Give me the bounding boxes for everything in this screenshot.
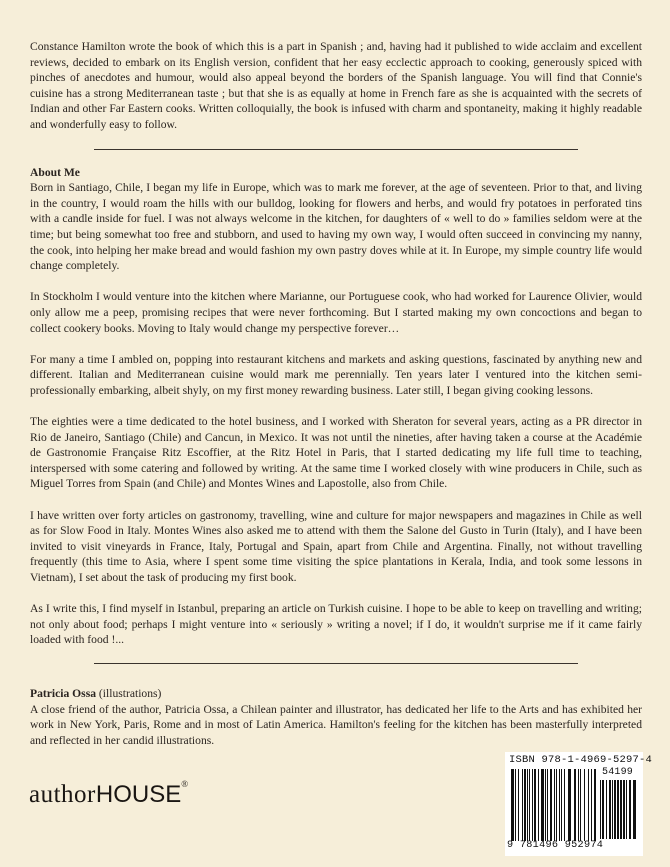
barcode-bar [559,769,560,841]
barcode-bar [532,769,533,841]
about-paragraph: In Stockholm I would venture into the kitchen where Marianne, our Portuguese cook, who had worked for Laurence Olivier, would only allow me a peep, promising recipes that were never forthcoming. But I started making my own concoctions and began to collect cookery books. Moving to Italy would change my perspective forever… [30,290,642,335]
logo-house: HOUSE [95,781,182,808]
barcode-bar [614,780,616,839]
barcode-bar [511,769,514,841]
barcode-bar [594,769,596,841]
barcode-bar [518,769,519,841]
barcode-bar [541,769,544,841]
addon-digits: 54199 [602,767,634,778]
barcode-bar [522,769,523,841]
barcode-bar [591,769,592,841]
barcode-bar [538,769,539,841]
barcode-bar [600,780,601,839]
barcode-bar [550,769,552,841]
barcode-digits: 9 781496 952974 [507,840,604,851]
isbn-text: ISBN 978-1-4969-5297-4 [509,754,653,766]
illustrator-heading [30,686,642,702]
barcode-bar [588,769,589,841]
about-heading: About Me [30,165,80,179]
barcode-bar [547,769,548,841]
barcode-bar [568,769,571,841]
barcode-bar [584,769,585,841]
publisher-logo [29,779,189,808]
isbn-barcode [505,752,653,856]
divider-top [94,149,578,150]
barcode-bar [545,769,546,841]
barcode-bar [561,769,562,841]
addon-bars [600,780,638,839]
barcode-bar [527,769,528,841]
divider-bottom [94,663,578,664]
barcode-bar [609,780,611,839]
barcode-bar [626,780,627,839]
barcode-bar [580,769,581,841]
illustrator-bio: A close friend of the author, Patricia Ossa, a Chilean painter and illustrator, has dedicated her life to the Arts and has exhibited her work in New York, Paris, Rome and in most of Latin America. Hamilton's feeling for the kitchen has been masterfully interpreted and reflected in her candid illustrations. [30,702,642,747]
barcode-bar [515,769,516,841]
about-paragraph: As I write this, I find myself in Istanbul, preparing an article on Turkish cuisine. I hope to be able to keep on travelling and writing; not only about food; perhaps I might venture into « seriously » writing a novel; if I do, it wouldn't surprise me if it came fairly loaded with food !... [30,602,642,647]
barcode-bar [534,769,536,841]
back-cover-text [30,39,642,748]
barcode-bar [623,780,625,839]
about-paragraph: The eighties were a time dedicated to the hotel business, and I worked with Sheraton for several years, acting as a PR director in Rio de Janeiro, Santiago (Chile) and Cancun, in Mexico. It was not until the nineties, after having taken a course at the Académie de Gastronomie Française Ritz Escoffier, at the Ritz Hotel in Paris, that I started dedicating my life full time to teaching, interspersed with some catering and followed by writing. At the same time I worked closely with wine producers in Chile, such as Miguel Torres from Spain (and Chile) and Montes Wines and Lapostolle, also from Chile. [30,415,642,491]
illustrator-name: Patricia Ossa [30,686,97,700]
barcode-bar [564,769,565,841]
ean-bars [511,769,597,841]
about-paragraph: I have written over forty articles on gastronomy, travelling, wine and culture for major newspapers and magazines in Chile as well as for Slow Food in Italy. Montes Wines also asked me to attend with them the Salone del Gusto in Turin (Italy), and I have been invited to visit vineyards in France, Italy, Portugal and Spain, apart from Chile and Argentina. Finally, not without travelling frequently (this time to Asia, where I spent some time visiting the spice plantations in Kerala, India, and took some lessons in Vietnam), I set about the task of producing my first book. [30,508,642,584]
logo-author: author [29,781,96,808]
barcode-bar [554,769,555,841]
barcode-bar [629,780,631,839]
barcode-bar [617,780,619,839]
about-paragraph: For many a time I ambled on, popping into restaurant kitchens and markets and asking questions, fascinated by anything new and different. Italian and Mediterranean cuisine would mark me perennially. Ten years later I ventured into the kitchen semi-professionally embarking, albeit shyly, on my first money rewarding business. Later still, I began giving cooking lessons. [30,352,642,397]
barcode-bar [620,780,622,839]
barcode-bar [574,769,576,841]
barcode-bar [633,780,636,839]
barcode-bar [556,769,557,841]
barcode-bar [602,780,604,839]
registered-mark: ® [181,779,189,789]
illustrator-role: (illustrations) [98,686,162,700]
intro-paragraph: Constance Hamilton wrote the book of which this is a part in Spanish ; and, having had it published to wide acclaim and excellent reviews, decided to embark on its English version, confident that her easy ecclectic approach to cooking, generously spiced with pinches of anecdotes and humour, would also appeal beyond the borders of the Spanish language. You will find that Connie's cuisine has a strong Mediterranean taste ; but that she is as equally at home in French fare as she is acquainted with the secrets of Indian and other Far Eastern cooks. Written colloquially, the book is infused with charm and spontaneity, making it highly readable and wonderfully easy to follow. [30,40,642,131]
barcode-bar [612,780,613,839]
barcode-bar [524,769,526,841]
barcode-bar [529,769,530,841]
barcode-bar [578,769,579,841]
barcode-bar [606,780,607,839]
about-paragraph: Born in Santiago, Chile, I began my life in Europe, which was to mark me forever, at the age of seventeen. Prior to that, and living in the country, I would roam the hills with our bulldog, looking for flowers and herbs, and would fry potatoes in perforated tins with a candle inside for fuel. I was not always welcome in the kitchen, for daughters of « well to do » families seldom were at the time; but being somewhat too free and stubborn, and used to having my own way, I would often succeed in convincing my nanny, the cook, into helping her make bread and would fashion my own pastry doves while at it. In Europe, my simple country life would change completely. [30,181,642,273]
